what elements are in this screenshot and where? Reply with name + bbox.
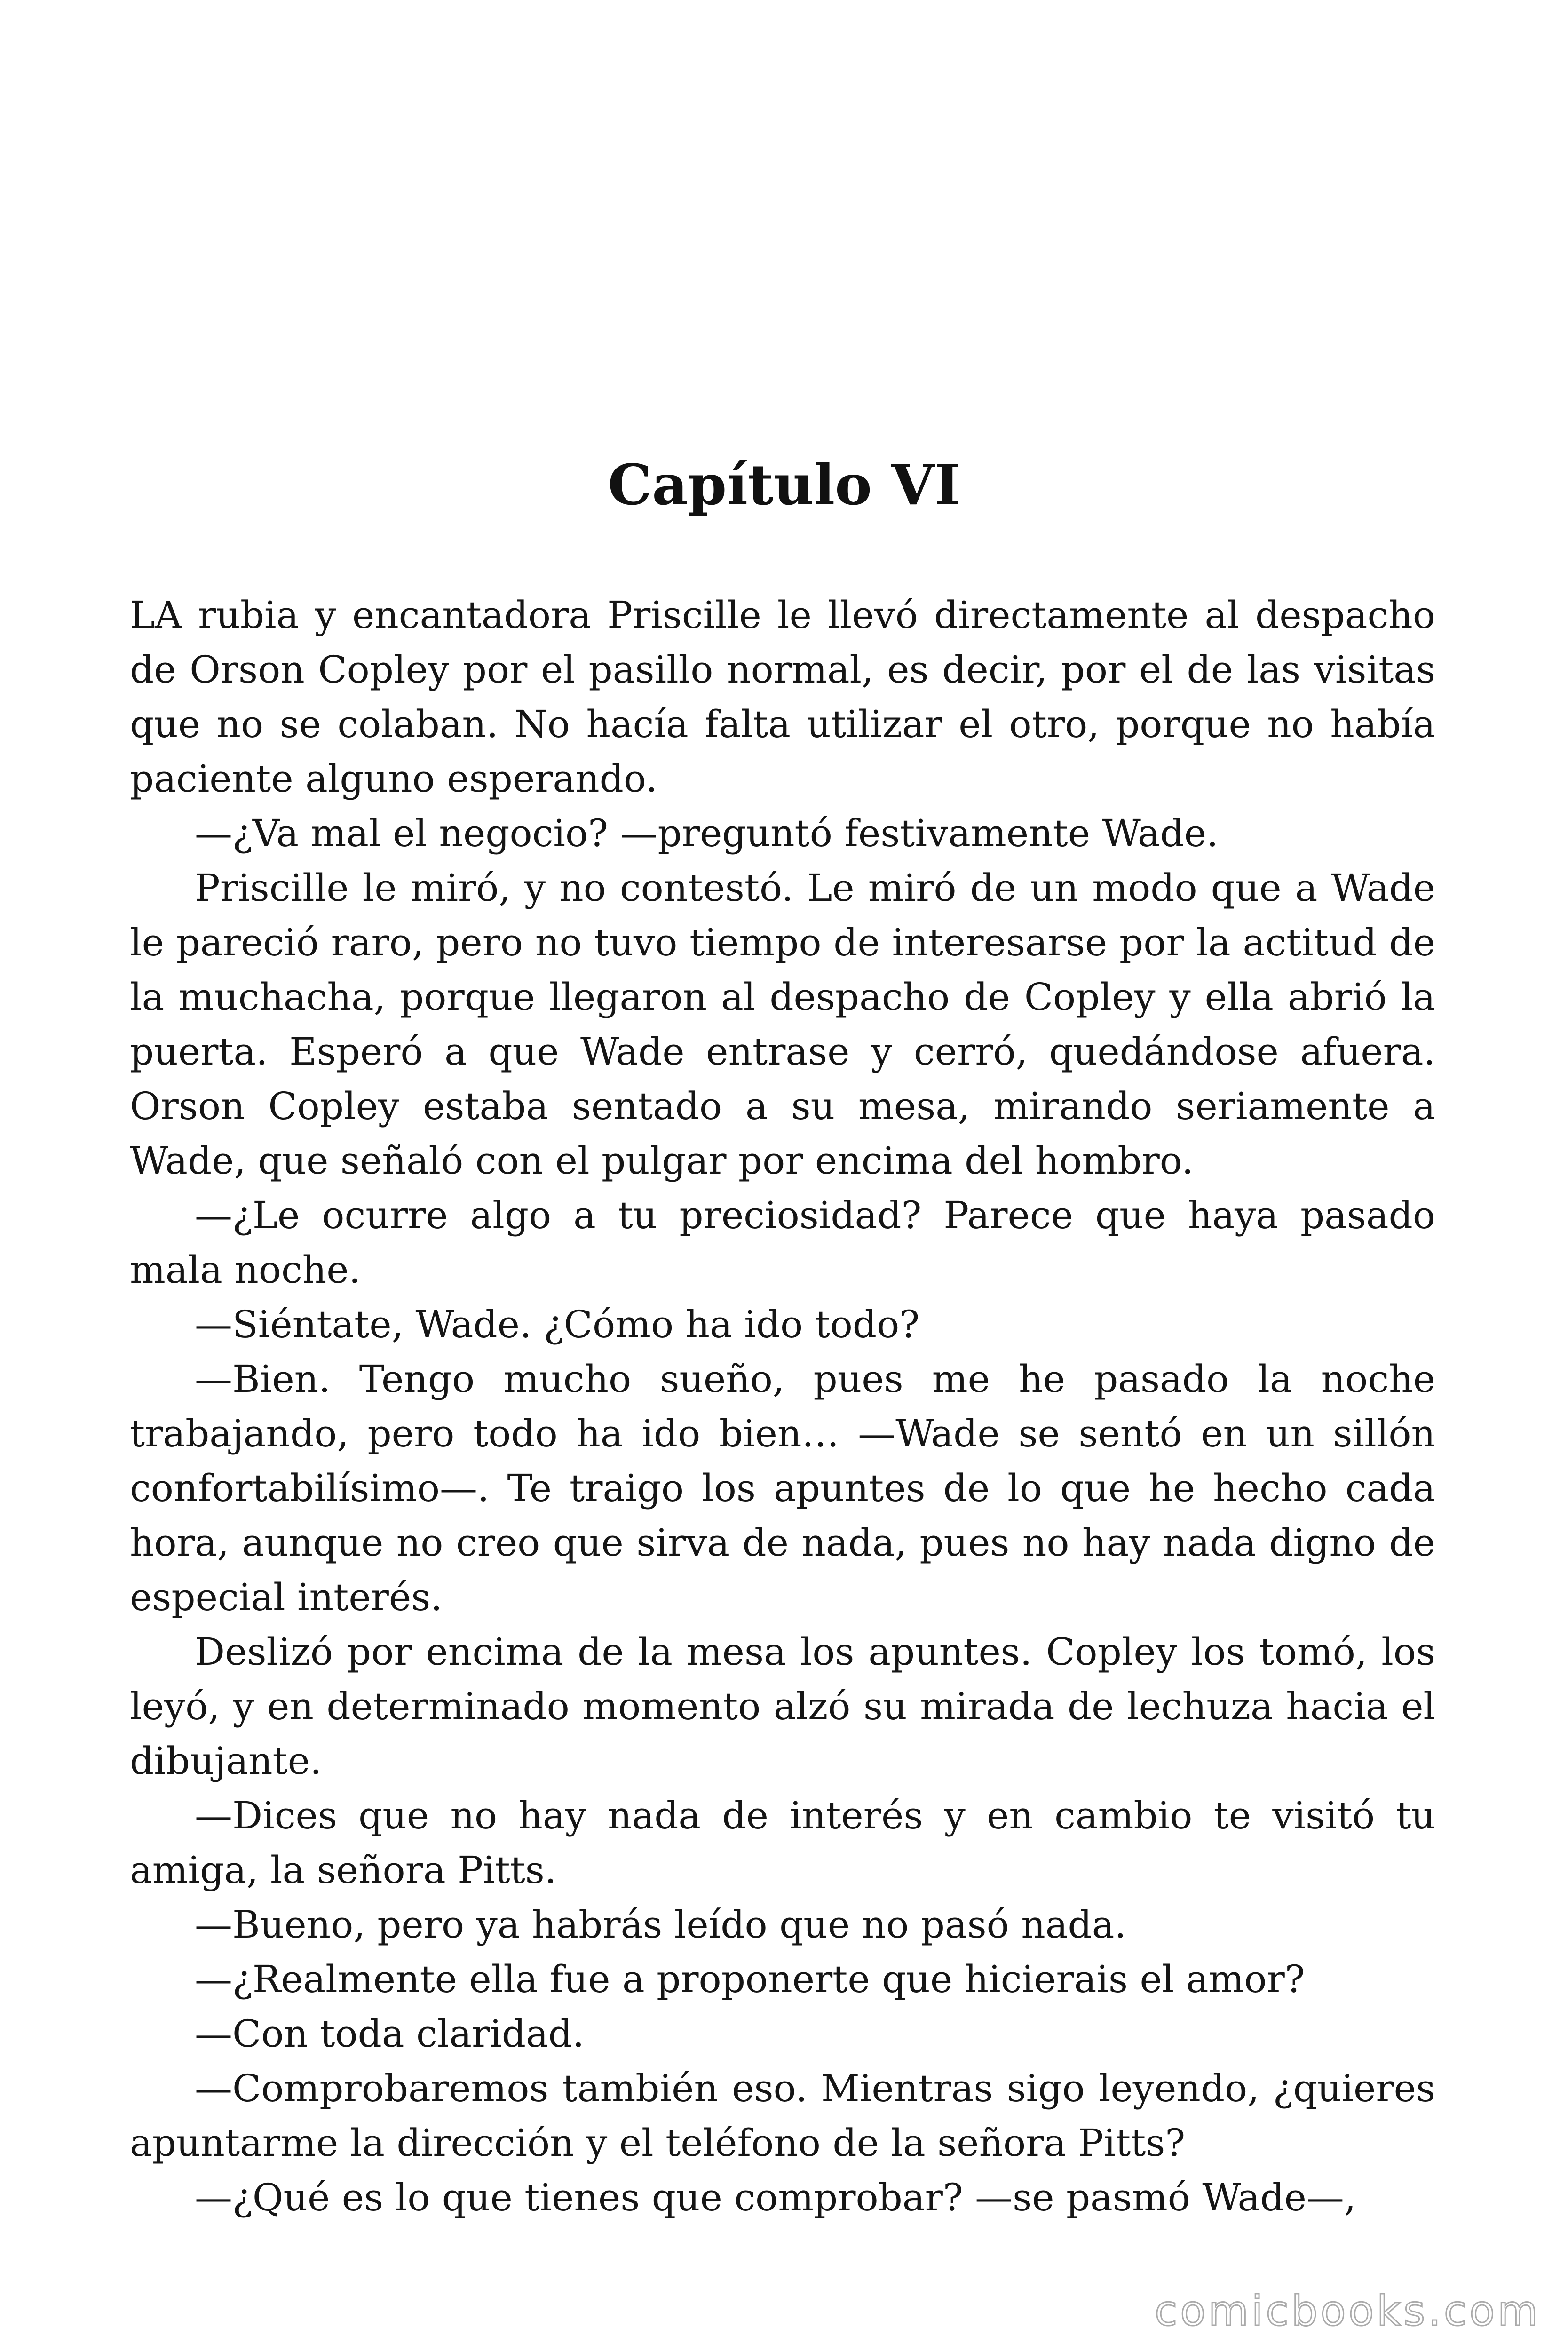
paragraph: —Con toda claridad. [195,2012,585,2056]
paragraph: —Bueno, pero ya habrás leído que no pasó nada. [195,1903,1126,1947]
paragraph: —Siéntate, Wade. ¿Cómo ha ido todo? [195,1303,920,1346]
paragraph: —¿Qué es lo que tienes que comprobar? —se pasmó Wade—, [195,2176,1356,2219]
chapter-body [130,588,1435,2225]
paragraph: —¿Realmente ella fue a proponerte que hicierais el amor? [195,1957,1305,2001]
watermark-logo: comicbooks.com [1154,2287,1541,2335]
paragraph: —Bien. Tengo mucho sueño, pues me he pasado la noche trabajando, pero todo ha ido bien… —Wade se sentó en un sillón confortabilísimo—. Te traigo los apuntes de lo que he hecho cada hora, aunque no creo que sirva de nada, pues no hay nada digno de especial interés. [130,1357,1435,1619]
paragraph: —Dices que no hay nada de interés y en cambio te visitó tu amiga, la señora Pitts. [130,1794,1435,1892]
paragraph: —Comprobaremos también eso. Mientras sigo leyendo, ¿quieres apuntarme la dirección y el teléfono de la señora Pitts? [130,2066,1435,2165]
paragraph: LA rubia y encantadora Priscille le llevó directamente al despacho de Orson Copley por el pasillo normal, es decir, por el de las visitas que no se colaban. No hacía falta utilizar el otro, porque no había paciente alguno esperando. [130,593,1435,801]
paragraph: —¿Va mal el negocio? —preguntó festivamente Wade. [195,811,1219,855]
chapter-title: Capítulo VI [608,452,960,517]
paragraph: —¿Le ocurre algo a tu preciosidad? Parece que haya pasado mala noche. [130,1193,1435,1292]
paragraph: Deslizó por encima de la mesa los apuntes. Copley los tomó, los leyó, y en determinado momento alzó su mirada de lechuza hacia el dibujante. [130,1630,1435,1783]
paragraph: Priscille le miró, y no contestó. Le miró de un modo que a Wade le pareció raro, pero no tuvo tiempo de interesarse por la actitud de la muchacha, porque llegaron al despacho de Copley y ella abrió la puerta. Esperó a que Wade entrase y cerró, quedándose afuera. Orson Copley estaba sentado a su mesa, mirando seriamente a Wade, que señaló con el pulgar por encima del hombro. [130,866,1435,1183]
